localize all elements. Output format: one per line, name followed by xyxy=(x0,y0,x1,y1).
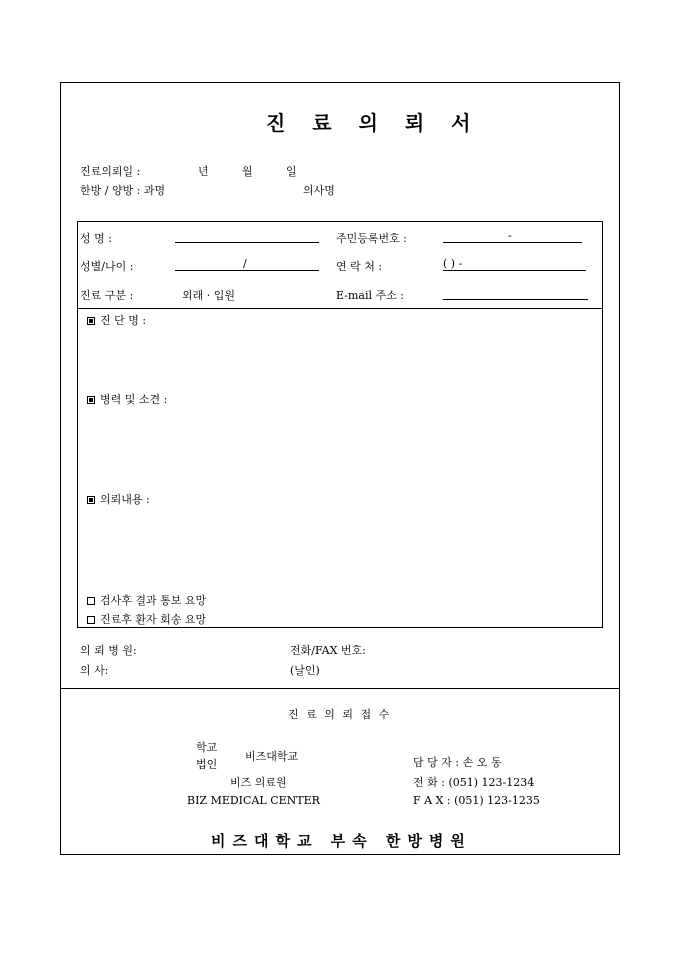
test-notify-label: 검사후 결과 통보 요망 xyxy=(100,594,207,607)
checkbox-icon[interactable] xyxy=(87,597,95,605)
email-field[interactable] xyxy=(443,299,588,300)
gender-age-separator: / xyxy=(243,257,247,270)
request-label: 의뢰내용 : xyxy=(100,493,150,506)
corp-line2: 법인 xyxy=(196,758,218,771)
gender-age-field[interactable] xyxy=(175,270,319,271)
filled-square-icon xyxy=(87,496,95,504)
diagnosis-section xyxy=(87,312,146,328)
contact-label: 연 락 처 : xyxy=(336,260,383,273)
filled-square-icon xyxy=(87,396,95,404)
university-name: 비즈대학교 xyxy=(245,750,299,763)
center-name: BIZ MEDICAL CENTER xyxy=(187,794,320,807)
rrn-label: 주민등록번호 : xyxy=(336,232,407,245)
visit-type-value: 외래 · 입원 xyxy=(182,289,235,302)
referring-hospital-label: 의 뢰 병 원: xyxy=(80,644,137,657)
name-label: 성 명 : xyxy=(80,232,112,245)
filled-square-icon xyxy=(87,317,95,325)
request-section xyxy=(87,491,150,507)
clinical-box xyxy=(77,308,603,628)
test-notify-option[interactable] xyxy=(87,592,206,608)
contact-field[interactable] xyxy=(443,270,586,271)
clinic-name: 비즈 의료원 xyxy=(230,776,287,789)
name-field[interactable] xyxy=(175,242,319,243)
diagnosis-label: 진 단 명 : xyxy=(100,314,147,327)
seal-label: (날인) xyxy=(290,664,320,677)
history-label: 병력 및 소견 : xyxy=(100,393,168,406)
phone-info: 전 화 : (051) 123-1234 xyxy=(413,776,535,789)
referring-doctor-label: 의 사: xyxy=(80,664,109,677)
divider xyxy=(60,688,620,689)
referral-date-label: 진료의뢰일 : xyxy=(80,165,141,178)
page-title: 진 료 의 뢰 서 xyxy=(266,111,481,135)
history-section xyxy=(87,391,167,407)
referring-phone-label: 전화/FAX 번호: xyxy=(290,644,366,657)
hospital-name: 비즈대학교 부속 한방병원 xyxy=(211,832,472,850)
rrn-field[interactable] xyxy=(443,242,582,243)
doctor-label: 의사명 xyxy=(303,184,335,197)
contact-template: ( ) - xyxy=(443,257,463,270)
year-label: 년 xyxy=(198,165,209,178)
dept-label: 한방 / 양방 : 과명 xyxy=(80,184,166,197)
checkbox-icon[interactable] xyxy=(87,616,95,624)
email-label: E-mail 주소 : xyxy=(336,289,404,302)
day-label: 일 xyxy=(286,165,297,178)
return-patient-label: 진료후 환자 회송 요망 xyxy=(100,613,207,626)
manager-info: 담 당 자 : 손 오 동 xyxy=(413,756,502,769)
month-label: 월 xyxy=(242,165,253,178)
rrn-separator: - xyxy=(508,229,512,242)
gender-age-label: 성별/나이 : xyxy=(80,260,134,273)
corp-line1: 학교 xyxy=(196,741,218,754)
return-patient-option[interactable] xyxy=(87,611,206,627)
receipt-title: 진 료 의 뢰 접 수 xyxy=(288,708,392,721)
visit-type-label: 진료 구분 : xyxy=(80,289,134,302)
fax-info: F A X : (051) 123-1235 xyxy=(413,794,540,807)
